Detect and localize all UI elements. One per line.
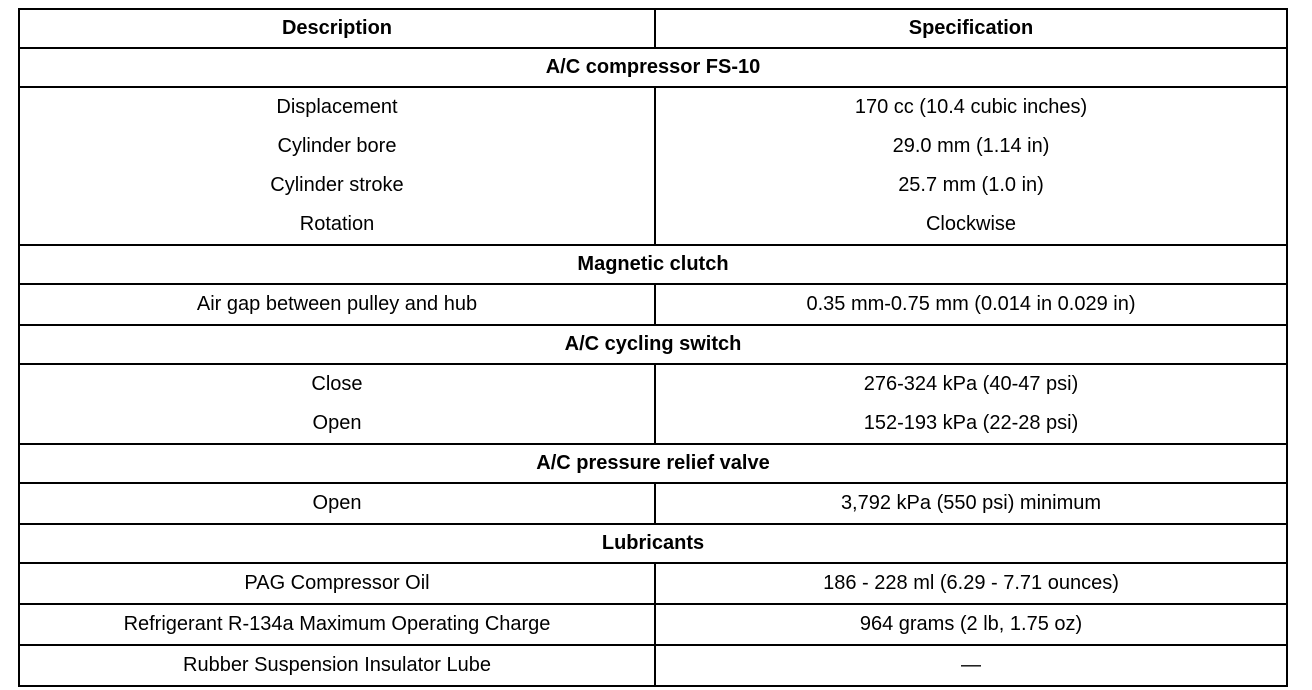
- table-row: [19, 87, 1287, 127]
- specification-table: [18, 8, 1288, 687]
- section-row: [19, 245, 1287, 284]
- specification-cell: 170 cc (10.4 cubic inches): [655, 87, 1287, 127]
- description-cell: Air gap between pulley and hub: [19, 284, 655, 325]
- specification-cell: 0.35 mm-0.75 mm (0.014 in 0.029 in): [655, 284, 1287, 325]
- table-row: [19, 166, 1287, 205]
- description-cell: Rotation: [19, 205, 655, 245]
- section-title: Magnetic clutch: [19, 245, 1287, 284]
- description-cell: Close: [19, 364, 655, 404]
- section-title: A/C pressure relief valve: [19, 444, 1287, 483]
- specification-header: Specification: [655, 9, 1287, 48]
- description-cell: Open: [19, 483, 655, 524]
- table-row: [19, 284, 1287, 325]
- description-cell: Open: [19, 404, 655, 444]
- specification-body: [19, 48, 1287, 686]
- description-cell: Cylinder bore: [19, 127, 655, 166]
- section-title: A/C cycling switch: [19, 325, 1287, 364]
- section-row: [19, 524, 1287, 563]
- table-row: [19, 404, 1287, 444]
- section-row: [19, 325, 1287, 364]
- table-row: [19, 604, 1287, 645]
- table-row: [19, 645, 1287, 686]
- description-cell: Refrigerant R-134a Maximum Operating Charge: [19, 604, 655, 645]
- header-row: [19, 9, 1287, 48]
- specification-cell: 276-324 kPa (40-47 psi): [655, 364, 1287, 404]
- specification-cell: 186 - 228 ml (6.29 - 7.71 ounces): [655, 563, 1287, 604]
- table-row: [19, 364, 1287, 404]
- description-cell: Rubber Suspension Insulator Lube: [19, 645, 655, 686]
- specification-cell: 3,792 kPa (550 psi) minimum: [655, 483, 1287, 524]
- section-title: A/C compressor FS-10: [19, 48, 1287, 87]
- table-row: [19, 483, 1287, 524]
- table-row: [19, 563, 1287, 604]
- description-cell: PAG Compressor Oil: [19, 563, 655, 604]
- description-header: Description: [19, 9, 655, 48]
- specification-cell: —: [655, 645, 1287, 686]
- section-title: Lubricants: [19, 524, 1287, 563]
- specification-cell: 29.0 mm (1.14 in): [655, 127, 1287, 166]
- specification-cell: 152-193 kPa (22-28 psi): [655, 404, 1287, 444]
- section-row: [19, 444, 1287, 483]
- section-row: [19, 48, 1287, 87]
- table-row: [19, 127, 1287, 166]
- specification-cell: Clockwise: [655, 205, 1287, 245]
- specification-cell: 25.7 mm (1.0 in): [655, 166, 1287, 205]
- table-row: [19, 205, 1287, 245]
- specification-cell: 964 grams (2 lb, 1.75 oz): [655, 604, 1287, 645]
- description-cell: Cylinder stroke: [19, 166, 655, 205]
- description-cell: Displacement: [19, 87, 655, 127]
